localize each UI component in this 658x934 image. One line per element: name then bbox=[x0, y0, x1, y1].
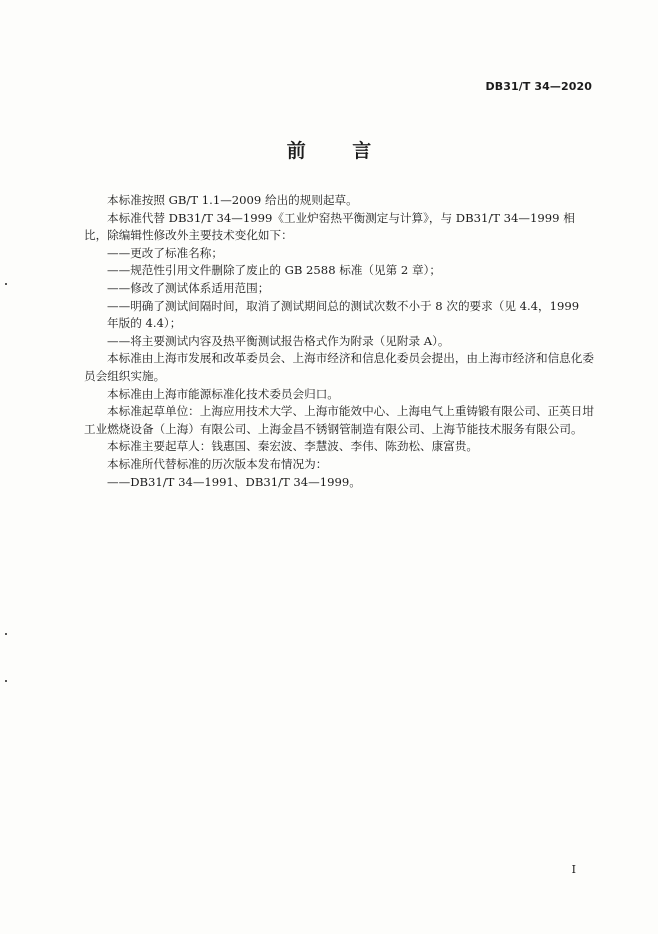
change-item: ——修改了测试体系适用范围； bbox=[107, 280, 270, 295]
change-item: ——明确了测试间隔时间，取消了测试期间总的测试次数不小于 8 次的要求（见 4.4，1999 年版的 4.4）； bbox=[107, 298, 580, 331]
change-item: ——规范性引用文件删除了废止的 GB 2588 标准（见第 2 章）； bbox=[107, 263, 441, 278]
paragraph-history: 本标准所代替标准的历次版本发布情况为： bbox=[107, 456, 328, 471]
scan-mark bbox=[5, 283, 7, 285]
paragraph-replacement: 本标准代替 DB31/T 34—1999《工业炉窑热平衡测定与计算》，与 DB31/T 34—1999 相比，除编辑性修改外主要技术变化如下： bbox=[84, 210, 575, 243]
paragraph-drafting-units: 本标准起草单位：上海应用技术大学、上海市能效中心、上海电气上重铸锻有限公司、正英日坩工业燃烧设备（上海）有限公司、上海金昌不锈钢管制造有限公司、上海节能技术服务有限公司。 bbox=[84, 404, 594, 436]
scan-mark bbox=[5, 680, 7, 682]
paragraph-centralized: 本标准由上海市能源标准化技术委员会归口。 bbox=[107, 386, 339, 401]
page-title: 前 言 bbox=[286, 140, 392, 162]
page-number: I bbox=[571, 863, 576, 876]
paragraph-drafting-rules: 本标准按照 GB/T 1.1—2009 给出的规则起草。 bbox=[107, 193, 358, 207]
paragraph-proposer: 本标准由上海市发展和改革委员会、上海市经济和信息化委员会提出，由上海市经济和信息化委员会组织实施。 bbox=[84, 351, 594, 383]
document-code: DB31/T 34—2020 bbox=[485, 80, 592, 93]
scan-mark bbox=[5, 633, 7, 635]
change-item: ——将主要测试内容及热平衡测试报告格式作为附录（见附录 A）。 bbox=[107, 333, 450, 348]
foreword-body bbox=[84, 192, 594, 491]
change-item: ——更改了标准名称； bbox=[107, 245, 223, 260]
paragraph-drafters: 本标准主要起草人：钱惠国、秦宏波、李慧波、李伟、陈劲松、康富贵。 bbox=[107, 439, 479, 454]
history-item: ——DB31/T 34—1991、DB31/T 34—1999。 bbox=[107, 474, 361, 489]
